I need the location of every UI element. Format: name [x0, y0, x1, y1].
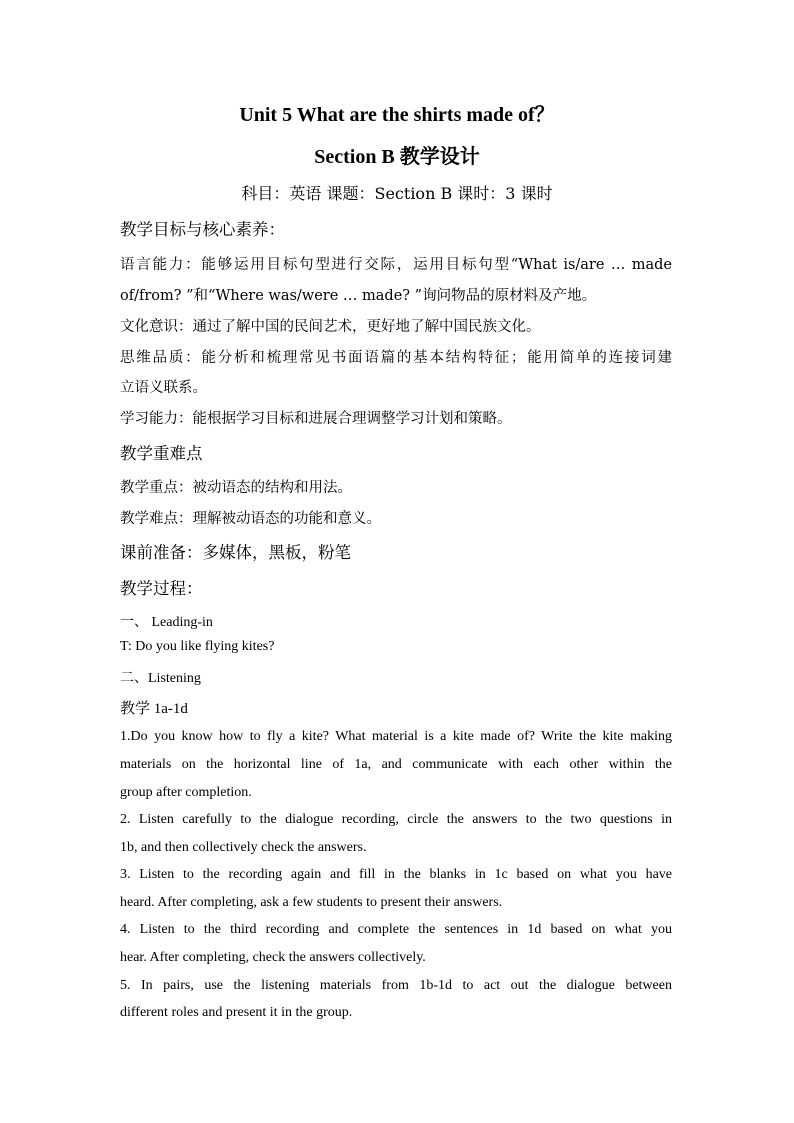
preparation: 课前准备：多媒体，黑板，粉笔	[120, 543, 351, 562]
goal-thinking-line-2: 立语义联系。	[120, 380, 207, 396]
key-points-heading: 教学重难点	[120, 444, 203, 463]
document-title: Unit 5 What are the shirts made of？	[239, 104, 555, 126]
item2-line-1: 2. Listen carefully to the dialogue recording, circle the answers to the two questions in	[120, 812, 672, 827]
process-heading: 教学过程：	[120, 579, 203, 598]
goal-learning: 学习能力：能根据学习目标和进展合理调整学习计划和策略。	[120, 411, 512, 427]
document-subtitle: Section B 教学设计	[314, 146, 480, 168]
step2-subtitle: 教学 1a-1d	[120, 701, 188, 717]
item1-line-2: materials on the horizontal line of 1a, and communicate with each other within the	[120, 757, 672, 772]
item1-line-1: 1.Do you know how to fly a kite? What material is a kite made of? Write the kite making	[120, 729, 672, 744]
item3-line-2: heard. After completing, ask a few students to present their answers.	[120, 895, 503, 910]
goal-language-line-2: of/from? ”和“Where was/were … made? ”询问物品的原材料及产地。	[120, 288, 597, 304]
goal-language-line-1: 语言能力：能够运用目标句型进行交际，运用目标句型“What is/are … made	[120, 257, 672, 273]
item3-line-1: 3. Listen to the recording again and fill in the blanks in 1c based on what you have	[120, 867, 672, 882]
item5-line-2: different roles and present it in the group.	[120, 1005, 353, 1020]
goals-heading: 教学目标与核心素养：	[120, 220, 285, 239]
course-info: 科目：英语 课题：Section B 课时：3 课时	[241, 184, 553, 203]
item4-line-1: 4. Listen to the third recording and complete the sentences in 1d based on what you	[120, 922, 672, 937]
item4-line-2: hear. After completing, check the answers collectively.	[120, 950, 426, 965]
item2-line-2: 1b, and then collectively check the answers.	[120, 840, 367, 855]
item5-line-1: 5. In pairs, use the listening materials from 1b-1d to act out the dialogue between	[120, 978, 672, 993]
difficult-point: 教学难点：理解被动语态的功能和意义。	[120, 511, 381, 527]
goal-culture: 文化意识：通过了解中国的民间艺术，更好地了解中国民族文化。	[120, 319, 541, 335]
step1-title: 一、 Leading-in	[120, 615, 213, 630]
goal-thinking-line-1: 思维品质：能分析和梳理常见书面语篇的基本结构特征；能用简单的连接词建	[120, 350, 672, 366]
step2-title: 二、Listening	[120, 671, 201, 686]
key-point: 教学重点：被动语态的结构和用法。	[120, 480, 352, 496]
step1-question: T: Do you like flying kites?	[120, 639, 275, 654]
item1-line-3: group after completion.	[120, 785, 252, 800]
